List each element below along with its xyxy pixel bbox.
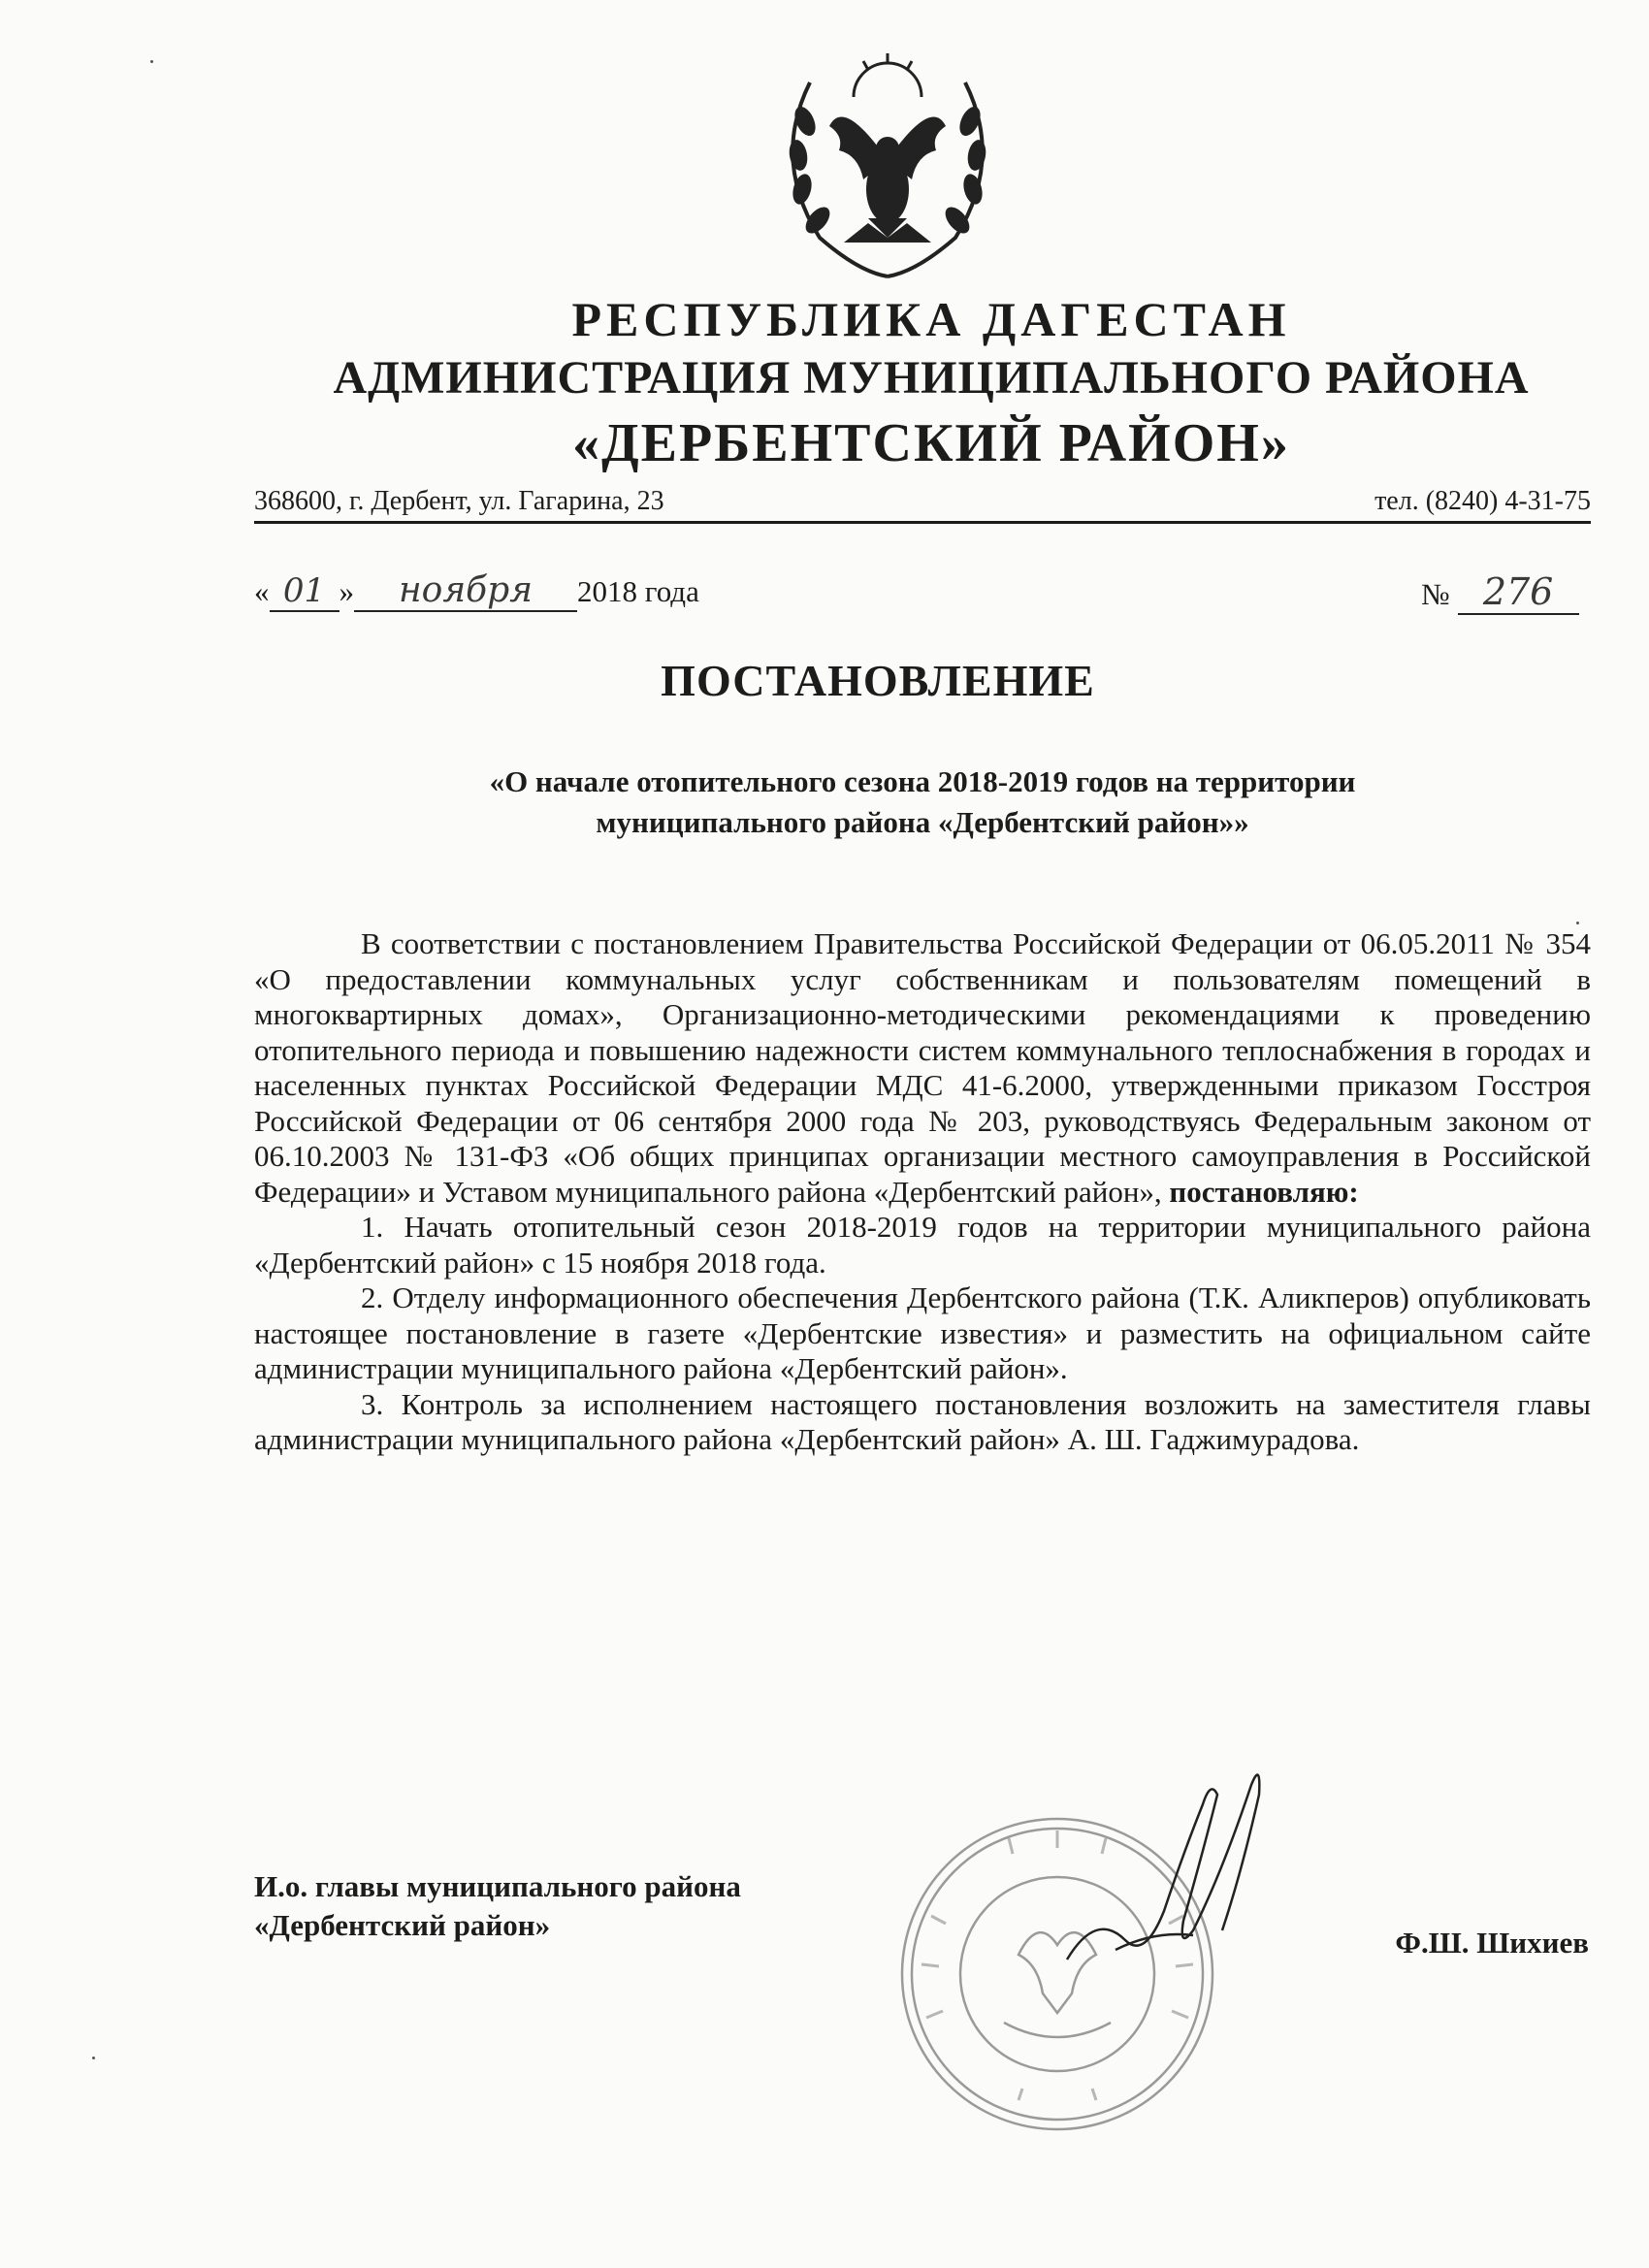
signatory-title-line-1: И.о. главы муниципального района [254,1869,741,1903]
document-subject [254,761,1591,843]
scan-speck [150,60,153,63]
number-label: № [1421,577,1450,611]
header-republic: РЕСПУБЛИКА ДАГЕСТАН [571,292,1291,346]
subject-line-1: «О начале отопительного сезона 2018-2019 годов на территории [489,764,1356,798]
handwritten-signature-icon [1057,1766,1300,1989]
document-number [1421,570,1579,615]
document-body [254,926,1591,1458]
date-day: 01 [270,571,340,612]
resolution-item-3: 3. Контроль за исполнением настоящего постановления возложить на заместителя главы администрации муниципального района «Дербентский район» А. Ш. Гаджимурадова. [254,1386,1591,1456]
header-administration: АДМИНИСТРАЦИЯ МУНИЦИПАЛЬНОГО РАЙОНА [333,352,1530,404]
date-open-quote: « [254,574,270,608]
scan-speck [1576,922,1579,924]
preamble-paragraph [254,926,1591,1210]
signatory-name: Ф.Ш. Шихиев [1395,1926,1589,1960]
date-close-quote: » [339,574,354,608]
address: 368600, г. Дербент, ул. Гагарина, 23 [254,486,664,516]
signatory-title-line-2: «Дербентский район» [254,1908,551,1942]
number-value: 276 [1458,570,1579,615]
document-date [254,570,699,612]
resolve-word: постановляю: [1169,1174,1359,1209]
header-district: «ДЕРБЕНТСКИЙ РАЙОН» [572,413,1290,473]
date-year: 2018 года [577,574,699,608]
date-month: ноября [354,570,577,612]
scan-speck [92,2057,95,2059]
resolution-item-1: 1. Начать отопительный сезон 2018-2019 годов на территории муниципального района «Дербентский район» с 15 ноября 2018 года. [254,1210,1591,1280]
signatory-title [254,1867,741,1945]
preamble-text: В соответствии с постановлением Правительства Российской Федерации от 06.05.2011 № 354 «О предоставлении коммунальных услуг собственникам и пользователям помещений в многоквартирных домах», Организационно-методическими рекомендациями к проведению отопительного периода и повышению надежности систем коммунального теплоснабжения в городах и населенных пунктах Российской Федерации МДС 41-6.2000, утвержденными приказом Госстроя Российской Федерации от 06 сентября 2000 года № 203, руководствуясь Федеральным законом от 06.10.2003 № 131-ФЗ «Об общих принципах организации местного самоуправления в Российской Федерации» и Уставом муниципального района «Дербентский район», [254,926,1591,1209]
subject-line-2: муниципального района «Дербентский район»» [596,805,1249,839]
address-bar [254,482,1591,524]
resolution-item-2: 2. Отделу информационного обеспечения Дербентского района (Т.К. Аликперов) опубликовать настоящее постановление в газете «Дербентские известия» и разместить на официальном сайте администрации муниципального района «Дербентский район». [254,1280,1591,1385]
coat-of-arms-icon [752,44,1023,286]
document-type-title: ПОСТАНОВЛЕНИЕ [661,656,1095,705]
phone: тел. (8240) 4-31-75 [1374,486,1591,516]
